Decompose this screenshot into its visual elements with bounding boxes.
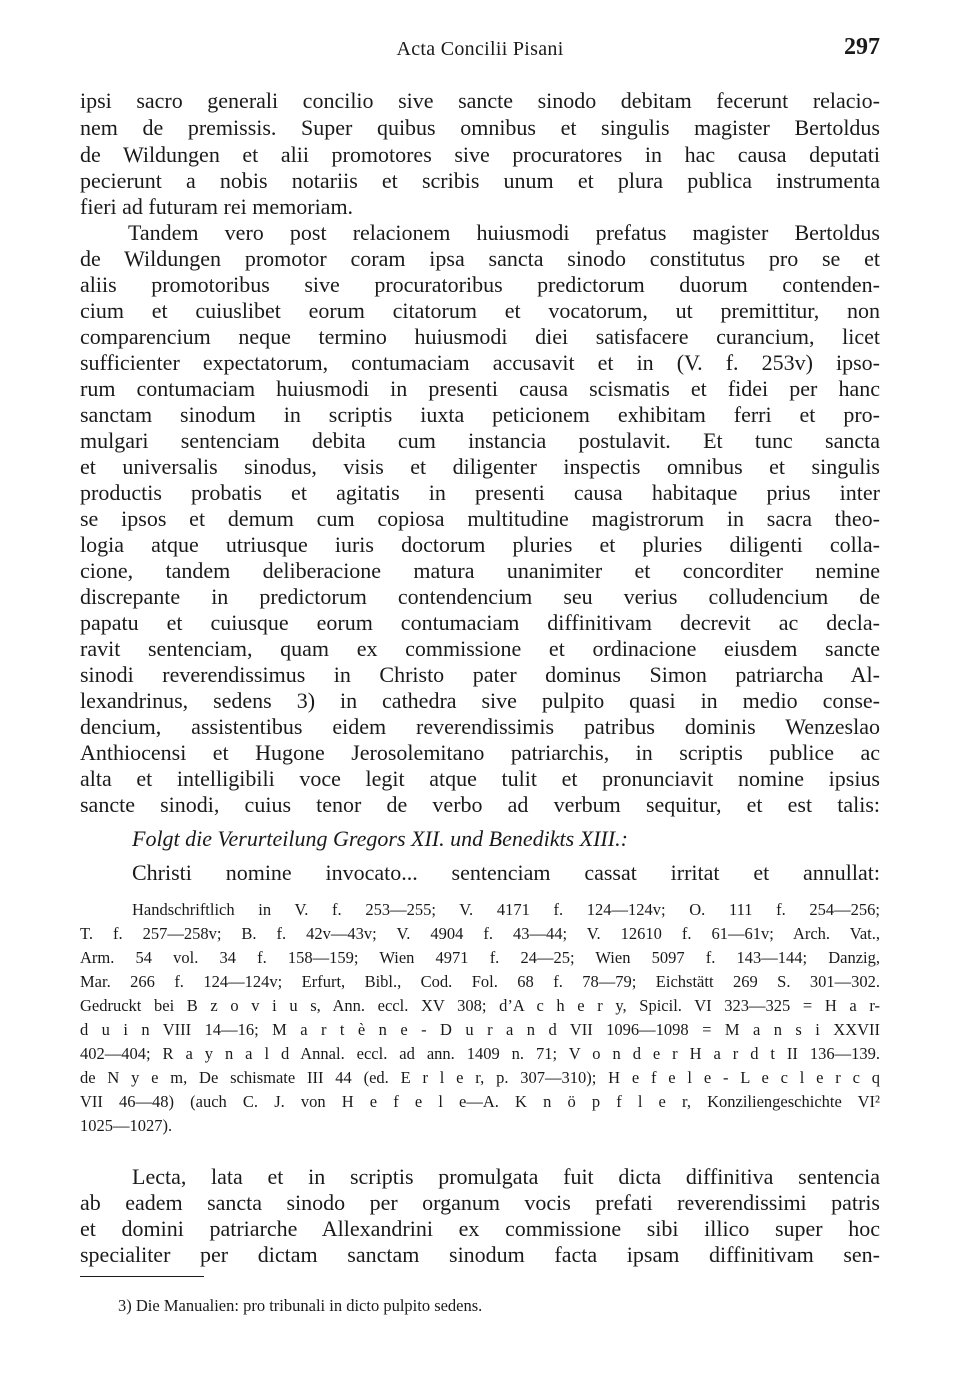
closing-line: Lecta, lata et in scriptis promulgata fuit dicta diffinitiva sentencia xyxy=(132,1164,880,1189)
page-number: 297 xyxy=(844,34,880,60)
source-note-line: Handschriftlich in V. f. 253—255; V. 4171 f. 124—124v; O. 111 f. 254—256; xyxy=(132,900,880,919)
source-note-line: 402—404; R a y n a l d Annal. eccl. ad ann. 1409 n. 71; V o n d e r H a r d t II 136—139. xyxy=(80,1044,880,1063)
body-line: papatu et cuiusque eorum contumaciam diffinitivam decrevit ac decla- xyxy=(80,610,880,635)
body-line: aliis promotoribus sive procuratoribus predictorum duorum contenden- xyxy=(80,272,880,297)
body-line: Tandem vero post relacionem huiusmodi prefatus magister Bertoldus xyxy=(128,220,880,245)
body-line: fieri ad futuram rei memoriam. xyxy=(80,194,354,219)
body-line: sanctam sinodum in scriptis iuxta peticionem exhibitam ferri et pro- xyxy=(80,402,880,427)
source-note-line: Mar. 266 f. 124—124v; Erfurt, Bibl., Cod. Fol. 68 f. 78—79; Eichstätt 269 S. 301—302. xyxy=(80,972,880,991)
body-line: sancte sinodi, cuius tenor de verbo ad verbum sequitur, et est talis: xyxy=(80,792,880,817)
body-line: productis probatis et agitatis in presenti causa habitaque prius inter xyxy=(80,480,880,505)
running-title: Acta Concilii Pisani xyxy=(396,38,564,60)
body-line: sufficienter expectatorum, contumaciam accusavit et in (V. f. 253v) ipso- xyxy=(80,350,880,375)
incipit-line: Christi nomine invocato... sentenciam cassat irritat et annullat: xyxy=(132,860,880,885)
body-line: Anthiocensi et Hugone Jerosolemitano patriarchis, in scriptis publice ac xyxy=(80,740,880,765)
body-line: alta et intelligibili voce legit atque tulit et pronunciavit nomine ipsius xyxy=(80,766,880,791)
body-line: cium et cuiuslibet eorum citatorum et vocatorum, ut premittitur, non xyxy=(80,298,880,323)
body-line: de Wildungen promotor coram ipsa sancta sinodo constitutus pro se et xyxy=(80,246,880,271)
body-line: dencium, assistentibus eidem reverendissimis patribus dominis Wenzeslao xyxy=(80,714,880,739)
body-line: rum contumaciam huiusmodi in presenti causa scismatis et fidei per hanc xyxy=(80,376,880,401)
body-line: sinodi reverendissimus in Christo pater dominus Simon patriarcha Al- xyxy=(80,662,880,687)
body-line: de Wildungen et alii promotores sive procuratores in hac causa deputati xyxy=(80,142,880,167)
closing-line: et domini patriarche Allexandrini ex commissione sibi illico super hoc xyxy=(80,1216,880,1241)
body-line: se ipsos et demum cum copiosa multitudine magistrorum in sacra theo- xyxy=(80,506,880,531)
closing-line: specialiter per dictam sanctam sinodum facta ipsam diffinitivam sen- xyxy=(80,1242,880,1267)
source-note-line: Arm. 54 vol. 34 f. 158—159; Wien 4971 f. 24—25; Wien 5097 f. 143—144; Danzig, xyxy=(80,948,880,967)
body-line: pecierunt a nobis notariis et scribis unum et plura publica instrumenta xyxy=(80,168,880,193)
source-note-line: Gedruckt bei B z o v i u s, Ann. eccl. XV 308; d’A c h e r y, Spicil. VI 323—325 = H a r- xyxy=(80,996,880,1015)
body-line: mulgari sentenciam debita cum instancia postulavit. Et tunc sancta xyxy=(80,428,880,453)
source-note-line: 1025—1027). xyxy=(80,1116,173,1135)
source-note-line: VII 46—48) (auch C. J. von H e f e l e—A. K n ö p f l e r, Konziliengeschichte VI² xyxy=(80,1092,880,1111)
body-line: lexandrinus, sedens 3) in cathedra sive pulpito quasi in medio conse- xyxy=(80,688,880,713)
source-note-line: d u i n VIII 14—16; M a r t è n e - D u r a n d VII 1096—1098 = M a n s i XXVII xyxy=(80,1020,880,1039)
body-line: logia atque utriusque iuris doctorum pluries et pluries diligenti colla- xyxy=(80,532,880,557)
body-line: nem de premissis. Super quibus omnibus et singulis magister Bertoldus xyxy=(80,115,880,140)
closing-line: ab eadem sancta sinodo per organum vocis prefati reverendissimi patris xyxy=(80,1190,880,1215)
source-note-line: T. f. 257—258v; B. f. 42v—43v; V. 4904 f. 43—44; V. 12610 f. 61—61v; Arch. Vat., xyxy=(80,924,880,943)
editorial-heading: Folgt die Verurteilung Gregors XII. und Benedikts XIII.: xyxy=(132,826,628,851)
body-line: comparencium neque termino huiusmodi diei satisfacere curancium, licet xyxy=(80,324,880,349)
source-note-line: de N y e m, De schismate III 44 (ed. E r l e r, p. 307—310); H e f e l e - L e c l e r c q xyxy=(80,1068,880,1087)
footnote: 3) Die Manualien: pro tribunali in dicto pulpito sedens. xyxy=(118,1296,483,1315)
body-line: cione, tandem deliberacione matura unanimiter et concorditer nemine xyxy=(80,558,880,583)
body-line: discrepante in predictorum contendencium seu verius colludencium de xyxy=(80,584,880,609)
body-line: et universalis sinodus, visis et diligenter inspectis omnibus et singulis xyxy=(80,454,880,479)
body-line: ipsi sacro generali concilio sive sancte sinodo debitam fecerunt relacio- xyxy=(80,88,880,113)
running-header xyxy=(80,34,880,70)
footnote-divider xyxy=(80,1276,204,1277)
body-line: ravit sentenciam, quam ex commissione et ordinacione eiusdem sancte xyxy=(80,636,880,661)
